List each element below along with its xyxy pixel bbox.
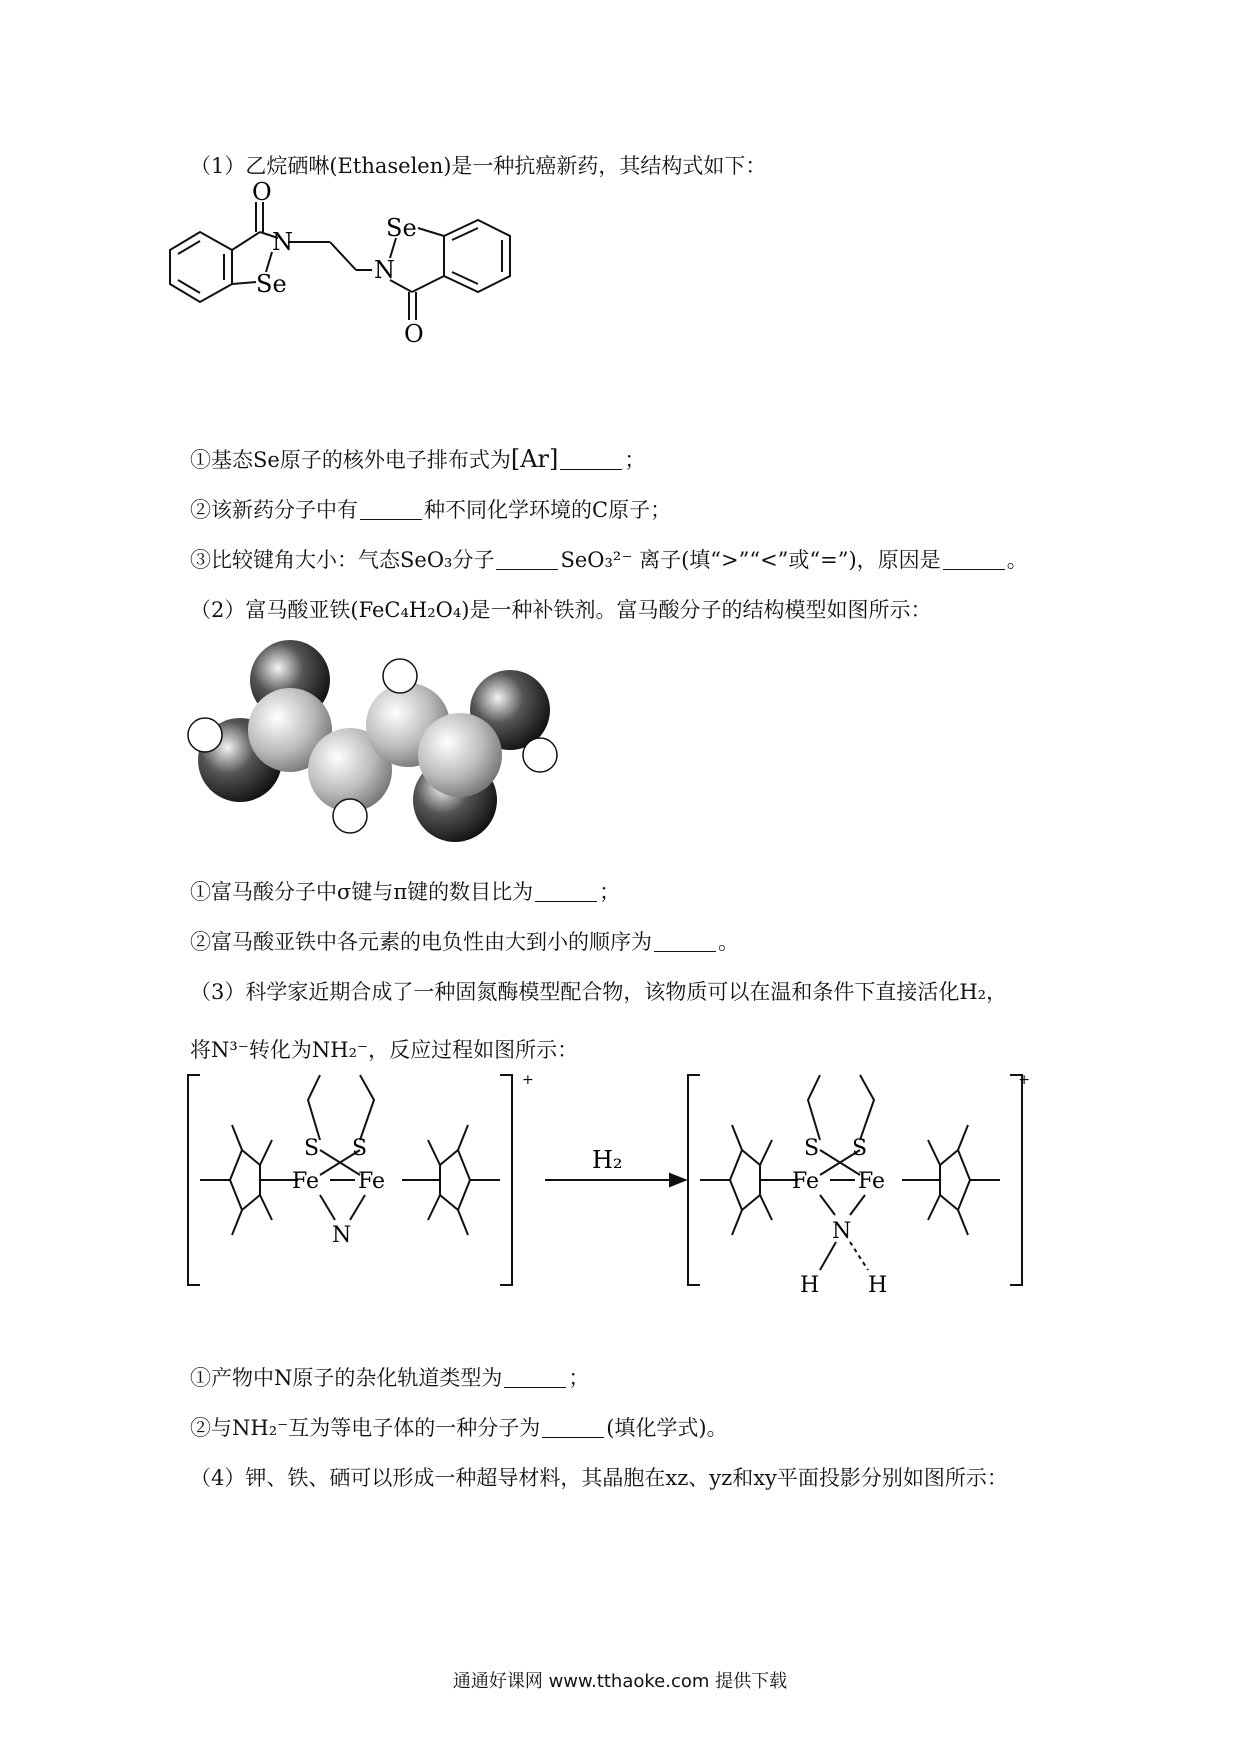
- iron-label: Fe: [292, 1169, 320, 1194]
- iron-label: Fe: [358, 1169, 386, 1194]
- answer-blank[interactable]: [542, 1416, 604, 1438]
- selenium-left-label: Se: [256, 270, 287, 298]
- selenium-right-label: Se: [386, 214, 417, 242]
- answer-blank[interactable]: [560, 448, 622, 470]
- ethaselen-structure: [160, 180, 580, 380]
- sulfur-label: S: [852, 1136, 868, 1161]
- nitrogen-label: N: [332, 1223, 352, 1248]
- iron-label: Fe: [792, 1169, 820, 1194]
- answer-blank[interactable]: [504, 1366, 566, 1388]
- fumaric-acid-model: [180, 630, 580, 860]
- sulfur-label: S: [352, 1136, 368, 1161]
- arrow-label: H₂: [592, 1146, 623, 1174]
- question-2-part-2: ②富马酸亚铁中各元素的电负性由大到小的顺序为 。: [190, 930, 739, 954]
- question-1-part-2: ②该新药分子中有 种不同化学环境的C原子；: [190, 498, 672, 522]
- answer-blank[interactable]: [535, 880, 597, 902]
- nitrogen-right-label: N: [374, 256, 395, 284]
- oxygen-bottom-label: O: [404, 320, 424, 348]
- question-3-intro-line-1: （3）科学家近期合成了一种固氮酶模型配合物，该物质可以在温和条件下直接活化H₂，: [190, 980, 1008, 1004]
- hydrogen-label: H: [868, 1273, 888, 1298]
- question-3-intro-line-2: 将N³⁻转化为NH₂⁻，反应过程如图所示：: [190, 1038, 579, 1062]
- question-4-intro: （4）钾、铁、硒可以形成一种超导材料，其晶胞在xz、yz和xy平面投影分别如图所示：: [190, 1466, 1008, 1490]
- question-1-intro: （1）乙烷硒啉(Ethaselen)是一种抗癌新药，其结构式如下：: [190, 154, 767, 178]
- nitrogen-left-label: N: [272, 228, 293, 256]
- reaction-scheme: [180, 1070, 1030, 1320]
- sulfur-label: S: [304, 1136, 320, 1161]
- question-3-part-2: ②与NH₂⁻互为等电子体的一种分子为 (填化学式)。: [190, 1416, 728, 1440]
- charge-right: +: [1018, 1072, 1030, 1088]
- question-1-part-1: ①基态Se原子的核外电子排布式为[Ar] ；: [190, 445, 646, 473]
- question-2-part-1: ①富马酸分子中σ键与π键的数目比为 ；: [190, 880, 621, 904]
- hydrogen-label: H: [800, 1273, 820, 1298]
- nitrogen-label: N: [832, 1219, 852, 1244]
- iron-label: Fe: [858, 1169, 886, 1194]
- sulfur-label: S: [804, 1136, 820, 1161]
- answer-blank[interactable]: [360, 498, 422, 520]
- answer-blank[interactable]: [496, 548, 558, 570]
- answer-blank[interactable]: [654, 930, 716, 952]
- question-3-part-1: ①产物中N原子的杂化轨道类型为 ；: [190, 1366, 590, 1390]
- question-1-part-3: ③比较键角大小：气态SeO₃分子 SeO₃²⁻ 离子(填“>”“<”或“=”)，原因是 。: [190, 548, 1028, 572]
- footer-text: 通通好课网 www.tthaoke.com 提供下载: [452, 1671, 788, 1692]
- charge-left: +: [522, 1072, 534, 1088]
- oxygen-top-label: O: [252, 180, 272, 206]
- question-2-intro: （2）富马酸亚铁(FeC₄H₂O₄)是一种补铁剂。富马酸分子的结构模型如图所示：: [190, 598, 932, 622]
- answer-blank[interactable]: [943, 548, 1005, 570]
